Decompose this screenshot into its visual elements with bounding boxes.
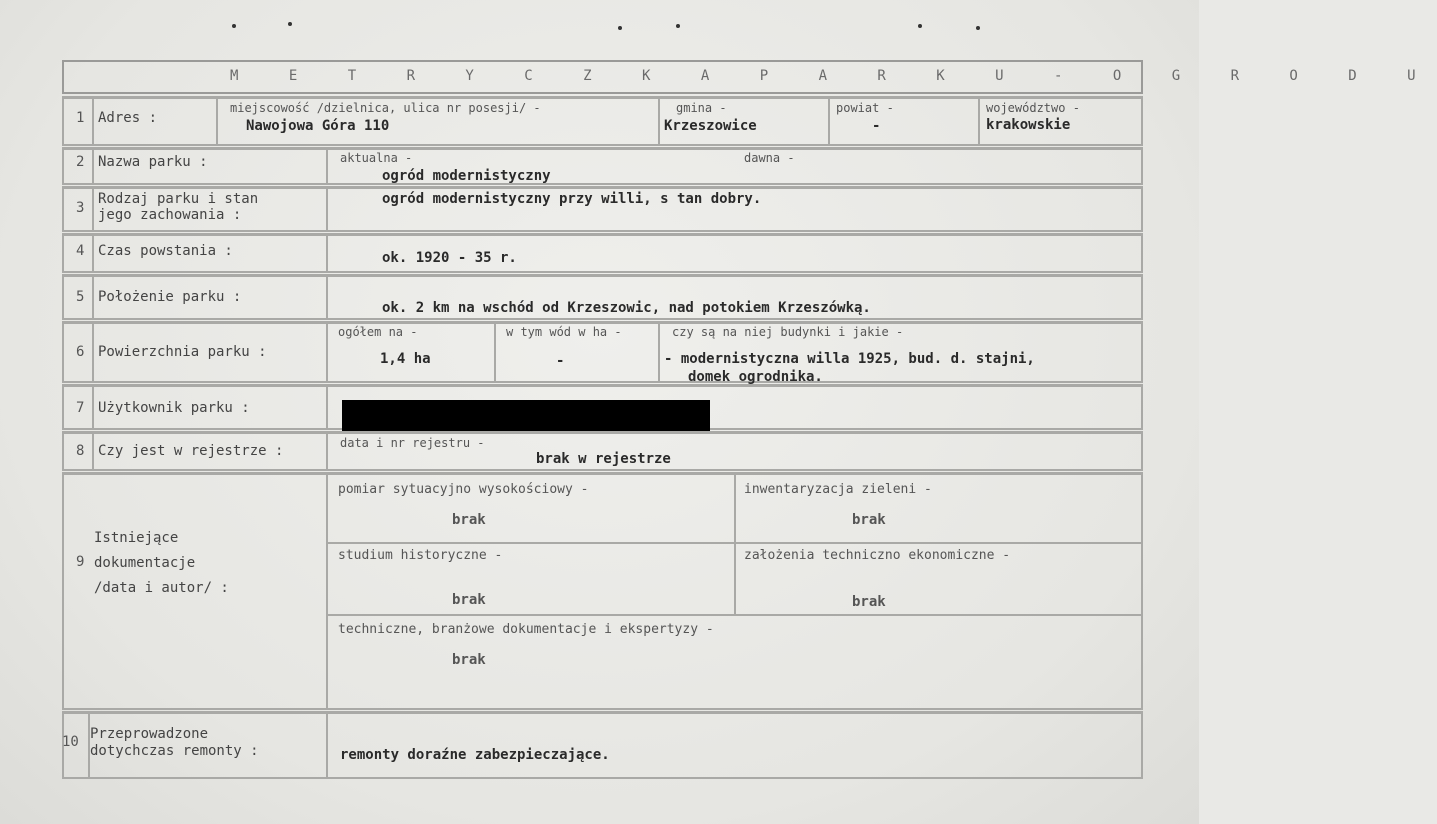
row-number: 3 bbox=[76, 200, 85, 216]
register-value: brak w rejestrze bbox=[536, 451, 671, 467]
repairs-value: remonty doraźne zabezpieczające. bbox=[340, 747, 610, 763]
table-rule bbox=[494, 323, 496, 381]
location-value: ok. 2 km na wschód od Krzeszowic, nad potokiem Krzeszówką. bbox=[382, 300, 871, 316]
margin-dot bbox=[232, 24, 236, 28]
table-rule bbox=[216, 98, 218, 144]
row-park-name bbox=[62, 147, 1143, 185]
table-rule bbox=[326, 323, 328, 381]
park-type-value: ogród modernistyczny przy willi, s tan dobry. bbox=[382, 191, 762, 207]
table-rule bbox=[326, 542, 1143, 544]
table-rule bbox=[326, 614, 1143, 616]
documentation-label-2: dokumentacje bbox=[94, 555, 196, 571]
table-rule bbox=[326, 235, 328, 271]
margin-dot bbox=[618, 26, 622, 30]
row-number: 7 bbox=[76, 400, 85, 416]
table-rule bbox=[734, 474, 736, 614]
former-name-sublabel: dawna - bbox=[744, 151, 795, 165]
buildings-value-2: domek ogrodnika. bbox=[688, 369, 823, 385]
table-rule bbox=[326, 188, 328, 230]
table-rule bbox=[92, 276, 94, 318]
table-rule bbox=[92, 323, 94, 381]
greenery-inventory-value: brak bbox=[852, 512, 886, 528]
table-rule bbox=[92, 386, 94, 428]
greenery-inventory-sublabel: inwentaryzacja zieleni - bbox=[744, 482, 932, 497]
row-number: 4 bbox=[76, 243, 85, 259]
creation-time-value: ok. 1920 - 35 r. bbox=[382, 250, 517, 266]
buildings-value-1: - modernistyczna willa 1925, bud. d. stajni, bbox=[664, 351, 1035, 367]
row-number: 8 bbox=[76, 443, 85, 459]
row-address bbox=[62, 96, 1143, 146]
creation-time-label: Czas powstania : bbox=[98, 243, 233, 259]
repairs-label-1: Przeprowadzone bbox=[90, 726, 209, 742]
register-sublabel: data i nr rejestru - bbox=[340, 436, 485, 450]
address-label: Adres : bbox=[98, 110, 158, 126]
row-number: 9 bbox=[76, 554, 85, 570]
expertise-value: brak bbox=[452, 652, 486, 668]
voivodeship-value: krakowskie bbox=[986, 117, 1071, 133]
redaction-block bbox=[342, 400, 710, 434]
tech-econ-sublabel: założenia techniczno ekonomiczne - bbox=[744, 548, 1011, 563]
table-rule bbox=[658, 98, 660, 144]
current-name-sublabel: aktualna - bbox=[340, 151, 413, 165]
documentation-label-1: Istniejące bbox=[94, 530, 179, 546]
row-number: 2 bbox=[76, 154, 85, 170]
table-rule bbox=[326, 433, 328, 469]
commune-value: Krzeszowice bbox=[664, 118, 757, 134]
margin-dot bbox=[976, 26, 980, 30]
page-title: M E T R Y C Z K A P A R K U - O G R O D U bbox=[230, 68, 1437, 84]
park-type-label-1: Rodzaj parku i stan bbox=[98, 191, 259, 207]
table-rule bbox=[326, 474, 328, 708]
historical-study-value: brak bbox=[452, 592, 486, 608]
commune-sublabel: gmina - bbox=[676, 101, 727, 115]
park-name-label: Nazwa parku : bbox=[98, 154, 208, 170]
table-rule bbox=[658, 323, 660, 381]
documentation-label-3: /data i autor/ : bbox=[94, 580, 229, 596]
table-rule bbox=[92, 98, 94, 144]
row-number: 6 bbox=[76, 344, 85, 360]
table-rule bbox=[326, 713, 328, 777]
buildings-sublabel: czy są na niej budynki i jakie - bbox=[672, 325, 904, 339]
table-rule bbox=[92, 149, 94, 183]
tech-econ-value: brak bbox=[852, 594, 886, 610]
water-area-value: - bbox=[556, 353, 565, 369]
total-area-value: 1,4 ha bbox=[380, 351, 431, 367]
park-type-label-2: jego zachowania : bbox=[98, 207, 242, 223]
repairs-label-2: dotychczas remonty : bbox=[90, 743, 259, 759]
table-rule bbox=[978, 98, 980, 144]
table-rule bbox=[92, 433, 94, 469]
historical-study-sublabel: studium historyczne - bbox=[338, 548, 503, 563]
water-area-sublabel: w tym wód w ha - bbox=[506, 325, 622, 339]
table-rule bbox=[92, 188, 94, 230]
locality-value: Nawojowa Góra 110 bbox=[246, 118, 390, 134]
user-label: Użytkownik parku : bbox=[98, 400, 250, 416]
table-rule bbox=[326, 276, 328, 318]
table-rule bbox=[326, 386, 328, 428]
area-label: Powierzchnia parku : bbox=[98, 344, 267, 360]
register-label: Czy jest w rejestrze : bbox=[98, 443, 284, 459]
row-number: 10 bbox=[62, 734, 79, 750]
current-name-value: ogród modernistyczny bbox=[382, 168, 551, 184]
table-rule bbox=[326, 149, 328, 183]
survey-sublabel: pomiar sytuacyjno wysokościowy - bbox=[338, 482, 589, 497]
row-number: 5 bbox=[76, 289, 85, 305]
row-number: 1 bbox=[76, 110, 85, 126]
total-area-sublabel: ogółem na - bbox=[338, 325, 418, 339]
margin-dot bbox=[918, 24, 922, 28]
table-rule bbox=[92, 235, 94, 271]
expertise-sublabel: techniczne, branżowe dokumentacje i ekspertyzy - bbox=[338, 622, 714, 637]
locality-sublabel: miejscowość /dzielnica, ulica nr posesji/ - bbox=[230, 101, 541, 115]
margin-dot bbox=[288, 22, 292, 26]
district-value: - bbox=[872, 118, 881, 134]
voivodeship-sublabel: województwo - bbox=[986, 101, 1080, 115]
location-label: Położenie parku : bbox=[98, 289, 242, 305]
margin-dot bbox=[676, 24, 680, 28]
table-rule bbox=[828, 98, 830, 144]
survey-value: brak bbox=[452, 512, 486, 528]
district-sublabel: powiat - bbox=[836, 101, 894, 115]
